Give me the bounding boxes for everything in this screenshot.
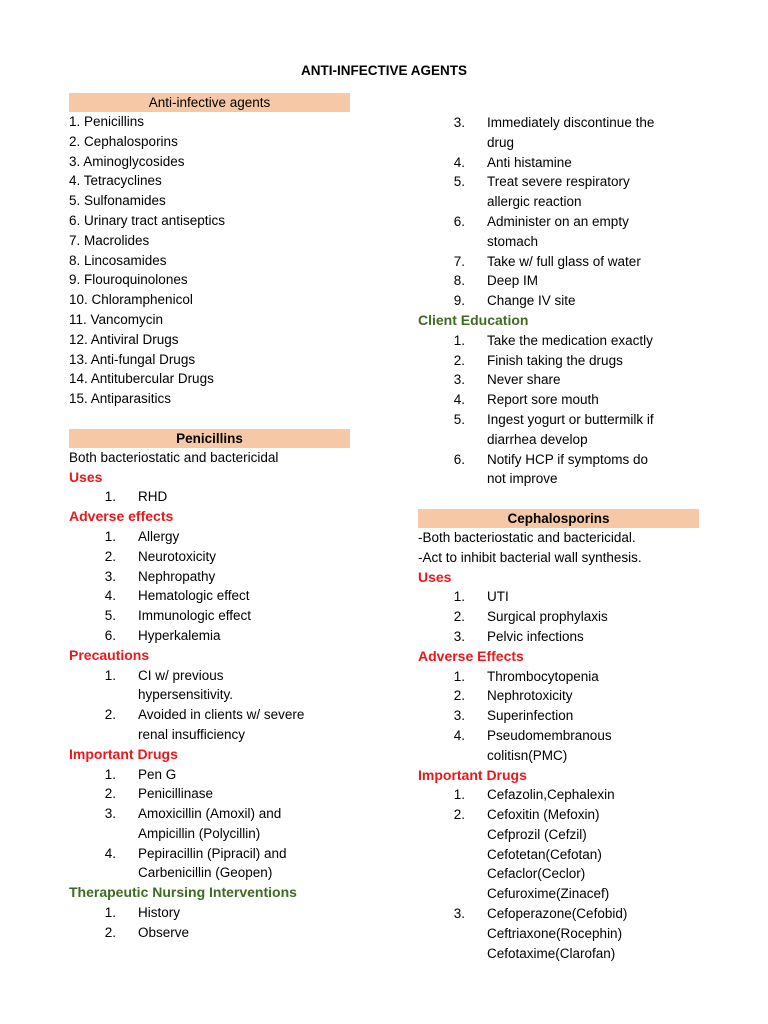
list-item: 9. Flouroquinolones bbox=[69, 272, 188, 288]
agents-header: Anti-infective agents bbox=[69, 93, 350, 112]
list-item-number: 1. bbox=[104, 766, 116, 782]
list-item bbox=[69, 626, 359, 646]
list-item bbox=[418, 351, 718, 371]
list-item-number: 1. bbox=[453, 668, 465, 684]
list-item bbox=[418, 450, 718, 490]
list-item-text: Hematologic effect bbox=[138, 588, 250, 604]
list-item-number: 2. bbox=[104, 707, 116, 723]
list-item-number: 1. bbox=[104, 905, 116, 921]
list-item: 13. Anti-fungal Drugs bbox=[69, 351, 196, 367]
list-item-text: Finish taking the drugs bbox=[487, 352, 623, 368]
list-item bbox=[69, 765, 359, 785]
list-item-number: 3. bbox=[453, 906, 465, 922]
list-item-number: 5. bbox=[453, 411, 465, 427]
list-item-number: 5. bbox=[453, 174, 465, 190]
list-item-text: Surgical prophylaxis bbox=[487, 609, 608, 625]
list-item bbox=[418, 370, 718, 390]
list-item-number: 1. bbox=[104, 489, 116, 505]
list-item-text: Amoxicillin (Amoxil) and Ampicillin (Polycillin) bbox=[138, 806, 282, 841]
list-item-text: Administer on an empty stomach bbox=[487, 213, 629, 249]
list-item-number: 2. bbox=[453, 807, 465, 823]
list-item bbox=[69, 606, 359, 626]
agents-list bbox=[69, 112, 359, 409]
list-item-number: 1. bbox=[453, 787, 465, 803]
spacer bbox=[418, 489, 718, 509]
list-item-number: 2. bbox=[104, 786, 116, 802]
list-item-text: Take w/ full glass of water bbox=[487, 253, 641, 269]
list-item-text: Never share bbox=[487, 372, 561, 388]
list-item-text: Pelvic infections bbox=[487, 628, 584, 644]
list-item-text: Change IV site bbox=[487, 293, 576, 309]
list-item bbox=[69, 666, 359, 706]
list-item-number: 3. bbox=[453, 708, 465, 724]
penicillins-intro: Both bacteriostatic and bactericidal bbox=[69, 449, 279, 465]
client-education-list bbox=[418, 331, 718, 489]
list-item-text: UTI bbox=[487, 589, 509, 605]
list-item-number: 4. bbox=[453, 727, 465, 743]
list-item: 15. Antiparasitics bbox=[69, 391, 172, 407]
list-item bbox=[418, 331, 718, 351]
list-item bbox=[69, 547, 359, 567]
list-item: 12. Antiviral Drugs bbox=[69, 331, 179, 347]
list-item-text: RHD bbox=[138, 489, 168, 505]
cephalosporins-important-heading: Important Drugs bbox=[418, 766, 527, 783]
list-item bbox=[418, 607, 718, 627]
list-item bbox=[418, 667, 718, 687]
list-item-text: Avoided in clients w/ severe renal insufficiency bbox=[138, 707, 305, 742]
spacer bbox=[69, 409, 359, 429]
list-item-number: 2. bbox=[453, 609, 465, 625]
cephalosporins-adverse-heading: Adverse Effects bbox=[418, 647, 524, 664]
list-item-text: Superinfection bbox=[487, 708, 574, 724]
list-item-text: Nephropathy bbox=[138, 568, 216, 584]
list-item bbox=[418, 726, 718, 766]
list-item-text: Allergy bbox=[138, 528, 180, 544]
document-title: ANTI-INFECTIVE AGENTS bbox=[300, 63, 467, 78]
list-item: 6. Urinary tract antiseptics bbox=[69, 212, 226, 228]
cephalosporins-uses-list bbox=[418, 587, 718, 646]
list-item bbox=[69, 804, 359, 844]
list-item-number: 6. bbox=[453, 451, 465, 467]
list-item-text: Ingest yogurt or buttermilk if diarrhea develop bbox=[487, 411, 654, 447]
cephalosporins-adverse-list bbox=[418, 667, 718, 766]
list-item-number: 6. bbox=[453, 213, 465, 229]
list-item-number: 9. bbox=[453, 293, 465, 309]
tni-list bbox=[69, 903, 359, 943]
list-item-number: 6. bbox=[104, 627, 116, 643]
list-item-number: 4. bbox=[104, 588, 116, 604]
list-item bbox=[418, 410, 718, 450]
penicillins-header: Penicillins bbox=[69, 429, 350, 448]
list-item bbox=[418, 706, 718, 726]
list-item-number: 1. bbox=[104, 528, 116, 544]
list-item-text: Pseudomembranous colitisn(PMC) bbox=[487, 727, 612, 763]
list-item-number: 5. bbox=[104, 608, 116, 624]
list-item-text: History bbox=[138, 905, 181, 921]
list-item bbox=[418, 252, 718, 272]
list-item-number: 2. bbox=[453, 352, 465, 368]
list-item bbox=[418, 271, 718, 291]
list-item-text: Pepiracillin (Pipracil) and Carbenicillin (Geopen) bbox=[138, 845, 287, 881]
list-item bbox=[418, 904, 718, 963]
list-item-text: Nephrotoxicity bbox=[487, 688, 573, 704]
list-item-text: Cefoperazone(Cefobid) Ceftriaxone(Rocephin) Cefotaxime(Clarofan) bbox=[487, 906, 628, 961]
list-item-text: Cefoxitin (Mefoxin) Cefprozil (Cefzil) Cefotetan(Cefotan) Cefaclor(Ceclor) Cefuroxime(Zinacef) bbox=[487, 807, 610, 902]
list-item-number: 3. bbox=[453, 628, 465, 644]
list-item-number: 1. bbox=[453, 589, 465, 605]
list-item bbox=[418, 785, 718, 805]
list-item-number: 2. bbox=[104, 548, 116, 564]
list-item-number: 3. bbox=[104, 568, 116, 584]
list-item: 5. Sulfonamides bbox=[69, 193, 166, 209]
list-item-text: Neurotoxicity bbox=[138, 548, 217, 564]
list-item-number: 3. bbox=[453, 115, 465, 130]
right-column bbox=[418, 113, 718, 963]
list-item: 10. Chloramphenicol bbox=[69, 292, 193, 308]
list-item bbox=[69, 527, 359, 547]
list-item-text: Anti histamine bbox=[487, 154, 572, 170]
list-item-text: Treat severe respiratory allergic reaction bbox=[487, 174, 630, 210]
list-item bbox=[418, 153, 718, 173]
penicillins-precautions-heading: Precautions bbox=[69, 646, 150, 663]
list-item-number: 4. bbox=[453, 154, 465, 170]
list-item-text: Immunologic effect bbox=[138, 608, 252, 624]
penicillins-adverse-heading: Adverse effects bbox=[69, 508, 174, 525]
list-item: 3. Aminoglycosides bbox=[69, 153, 185, 169]
list-item-text: CI w/ previous hypersensitivity. bbox=[138, 667, 234, 703]
list-item bbox=[69, 923, 359, 943]
list-item-number: 8. bbox=[453, 273, 465, 289]
penicillins-uses-list bbox=[69, 487, 359, 507]
tni-heading: Therapeutic Nursing Interventions bbox=[69, 884, 297, 901]
list-item: 11. Vancomycin bbox=[69, 311, 164, 327]
list-item bbox=[69, 784, 359, 804]
list-item-number: 4. bbox=[104, 845, 116, 861]
cephalosporins-uses-heading: Uses bbox=[418, 568, 452, 585]
list-item bbox=[69, 586, 359, 606]
list-item-text: Take the medication exactly bbox=[487, 332, 653, 348]
list-item-number: 3. bbox=[453, 372, 465, 388]
list-item bbox=[418, 212, 718, 252]
list-item bbox=[418, 172, 718, 212]
list-item: 2. Cephalosporins bbox=[69, 133, 178, 149]
cephalosporins-intro-2: -Act to inhibit bacterial wall synthesis. bbox=[418, 549, 642, 565]
list-item-number: 7. bbox=[453, 253, 465, 269]
list-item-text: Observe bbox=[138, 924, 190, 940]
list-item: 14. Antitubercular Drugs bbox=[69, 371, 214, 387]
list-item-number: 4. bbox=[453, 392, 465, 408]
list-item-text: Penicillinase bbox=[138, 786, 214, 802]
list-item bbox=[418, 390, 718, 410]
list-item-text: Pen G bbox=[138, 766, 177, 782]
list-item bbox=[69, 487, 359, 507]
list-item bbox=[69, 903, 359, 923]
list-item-number: 2. bbox=[453, 688, 465, 704]
penicillins-adverse-list bbox=[69, 527, 359, 646]
tni-list-continued bbox=[418, 113, 718, 311]
list-item bbox=[418, 587, 718, 607]
list-item bbox=[418, 291, 718, 311]
list-item-text: Deep IM bbox=[487, 273, 539, 289]
penicillins-precautions-list bbox=[69, 666, 359, 745]
list-item bbox=[69, 844, 359, 884]
list-item-number: 2. bbox=[104, 924, 116, 940]
left-column bbox=[69, 93, 359, 943]
list-item: 7. Macrolides bbox=[69, 232, 150, 248]
list-item-text: Notify HCP if symptoms do not improve bbox=[487, 451, 649, 487]
list-item bbox=[418, 805, 718, 904]
list-item bbox=[69, 567, 359, 587]
list-item-text: Report sore mouth bbox=[487, 392, 599, 408]
penicillins-important-heading: Important Drugs bbox=[69, 745, 178, 762]
penicillins-uses-heading: Uses bbox=[69, 468, 103, 485]
list-item-number: 3. bbox=[104, 806, 116, 822]
list-item-text: Hyperkalemia bbox=[138, 627, 221, 643]
list-item-text: Thrombocytopenia bbox=[487, 668, 599, 684]
list-item-number: 1. bbox=[453, 332, 465, 348]
penicillins-important-list bbox=[69, 765, 359, 884]
cephalosporins-intro-1: -Both bacteriostatic and bactericidal. bbox=[418, 529, 636, 545]
list-item: 4. Tetracyclines bbox=[69, 173, 162, 189]
list-item-text: Cefazolin,Cephalexin bbox=[487, 787, 615, 803]
cephalosporins-header: Cephalosporins bbox=[418, 509, 699, 528]
cephalosporins-important-list bbox=[418, 785, 718, 963]
client-education-heading: Client Education bbox=[418, 311, 529, 328]
list-item: 1. Penicillins bbox=[69, 114, 145, 129]
list-item bbox=[418, 627, 718, 647]
list-item-text: Immediately discontinue the drug bbox=[487, 115, 655, 150]
list-item-number: 1. bbox=[104, 667, 116, 683]
list-item: 8. Lincosamides bbox=[69, 252, 167, 268]
list-item bbox=[418, 686, 718, 706]
list-item bbox=[69, 705, 359, 745]
list-item bbox=[418, 113, 718, 153]
